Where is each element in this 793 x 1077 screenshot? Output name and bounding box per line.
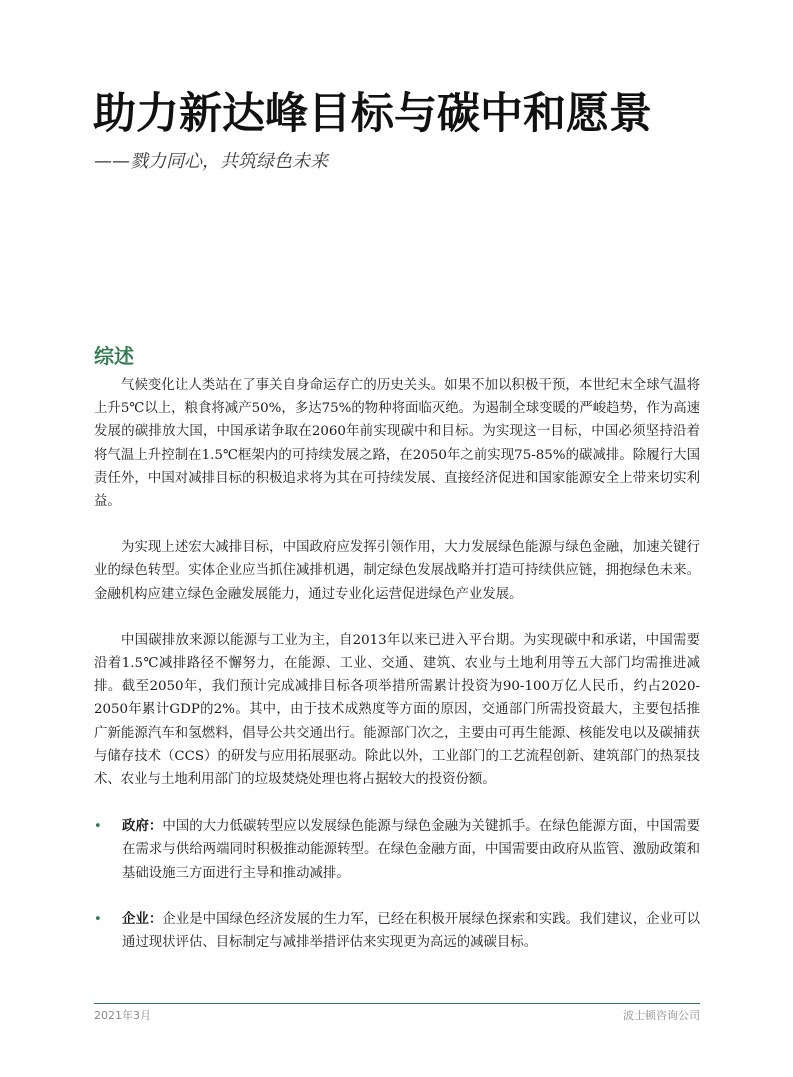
list-item: [94, 908, 700, 954]
paragraph-emission-sources: 中国碳排放来源以能源与工业为主，自2013年以来已进入平台期。为实现碳中和承诺，中国需要沿着1.5℃减排路径不懈努力，在能源、工业、交通、建筑、农业与土地利用等五大部门均需推进减排。截至2050年，我们预计完成减排目标各项举措所需累计投资为90-100万亿人民币，约占2020-2050年累计GDP的2%。其中，由于技术成熟度等方面的原因，交通部门所需投资最大，主要包括推广新能源汽车和氢燃料，倡导公共交通出行。能源部门次之，主要由可再生能源、核能发电以及碳捕获与储存技术（CCS）的研发与应用拓展驱动。除此以外，工业部门的工艺流程创新、建筑部门的热泵技术、农业与土地利用部门的垃圾焚烧处理也将占据较大的投资份额。: [94, 632, 700, 788]
section-body: [94, 374, 700, 954]
page-title: 助力新达峰目标与碳中和愿景: [93, 89, 652, 139]
bullet-icon: •: [94, 819, 102, 835]
bullet-text: 中国的大力低碳转型应以发展绿色能源与绿色金融为关键抓手。在绿色能源方面，中国需要在需求与供给两端同时积极推动能源转型。在绿色金融方面，中国需要由政府从监管、激励政策和基础设施三方面进行主导和推动减排。: [122, 819, 701, 881]
list-item: [94, 815, 700, 885]
footer-divider: [94, 1003, 700, 1004]
section-heading: 综述: [94, 344, 134, 368]
paragraph-government-leadership: 为实现上述宏大减排目标，中国政府应发挥引领作用，大力发展绿色能源与绿色金融，加速关键行业的绿色转型。实体企业应当抓住减排机遇，制定绿色发展战略并打造可持续供应链，拥抱绿色未来。金融机构应建立绿色金融发展能力，通过专业化运营促进绿色产业发展。: [94, 540, 700, 602]
bullet-text: 企业是中国绿色经济发展的生力军，已经在积极开展绿色探索和实践。我们建议，企业可以通过现状评估、目标制定与减排举措评估来实现更为高远的减碳目标。: [122, 911, 701, 951]
bullet-term: 政府：: [122, 818, 163, 835]
footer-company: 波士顿咨询公司: [623, 1009, 700, 1022]
page-subtitle: ——戮力同心，共筑绿色未来: [94, 151, 328, 172]
bullet-icon: •: [94, 911, 102, 927]
footer-date: 2021年3月: [94, 1009, 151, 1022]
bullet-term: 企业：: [122, 910, 163, 927]
recommendation-list: [94, 815, 700, 954]
paragraph-climate-crisis: 气候变化让人类站在了事关自身命运存亡的历史关头。如果不加以积极干预，本世纪末全球气温将上升5℃以上，粮食将减产50%，多达75%的物种将面临灭绝。为遏制全球变暖的严峻趋势，作为高速发展的碳排放大国，中国承诺争取在2060年前实现碳中和目标。为实现这一目标，中国必须坚持沿着将气温上升控制在1.5℃框架内的可持续发展之路，在2050年之前实现75-85%的碳减排。除履行大国责任外，中国对减排目标的积极追求将为其在可持续发展、直接经济促进和国家能源安全上带来切实利益。: [94, 378, 700, 510]
